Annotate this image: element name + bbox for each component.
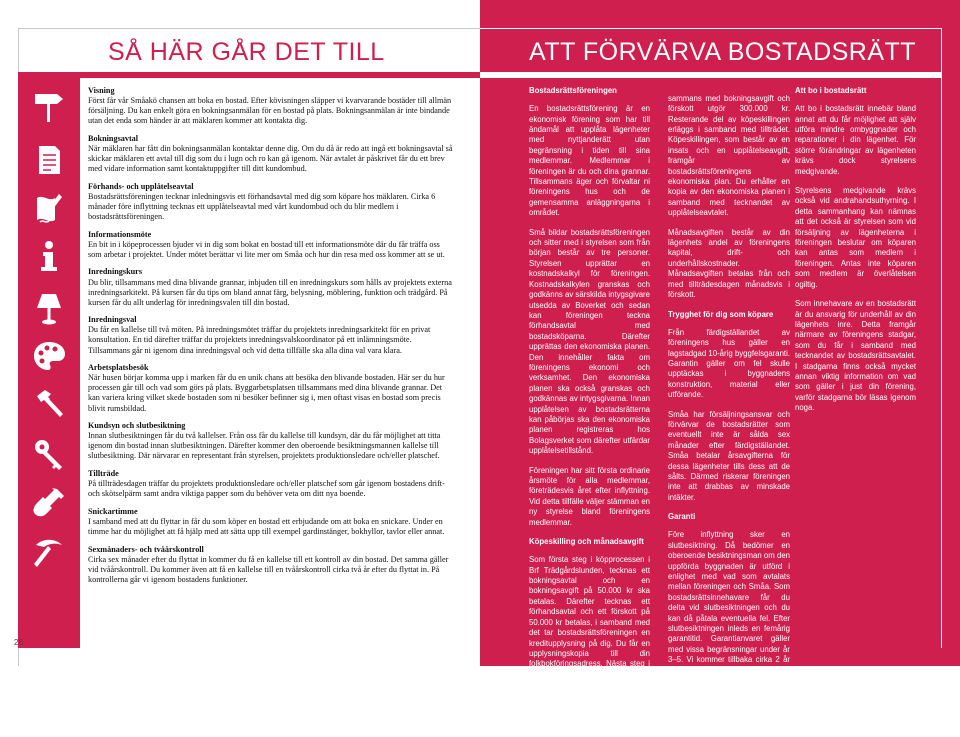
info-icon	[31, 238, 67, 274]
step-section	[88, 86, 454, 126]
col3-text: Som innehavare av en bostadsrätt är du ansvarig för underhåll av din lägenhets inre. Detta framgår närmare av föreningens stadgar, som du får i samband med tecknandet av bostadsrättsavtalet. I stadgarna finns också mycket annan viktig information om vad som gäller i just din förening, varför stadgarna bör läsas igenom noga.	[795, 299, 916, 413]
col1-section	[529, 228, 650, 457]
left-page-title: SÅ HÄR GÅR DET TILL	[108, 38, 385, 66]
shovel-icon	[31, 486, 67, 522]
pickaxe-icon	[31, 536, 67, 572]
col2-text: Månadsavgiften består av din lägenhets andel av föreningens kapital, drift- och underhållskostnader. Månadsavgiften betalas från och med tillträdesdagen månadsvis i förskott.	[668, 227, 790, 300]
col1-text: Föreningen har sitt första ordinarie årsmöte för alla medlemmar, företrädesvis året efter inflyttning. Vid detta tillfälle väljer stämman en ny styrelse bland föreningens medlemmar.	[529, 465, 650, 527]
col3-heading: Att bo i bostadsrätt	[795, 86, 867, 95]
contract-icon	[31, 190, 67, 226]
text-column-3	[795, 86, 916, 423]
left-title-underline	[18, 72, 480, 78]
step-section	[88, 421, 454, 461]
step-section	[88, 182, 454, 222]
col2-heading: Trygghet för dig som köpare	[668, 309, 774, 319]
step-heading: Inredningsval	[88, 315, 137, 325]
col2-text: sammans med bokningsavgift och förskott utgör 300.000 kr. Resterande del av köpeskillingen erläggs i samband med tillträdet. Köpeskillingen, som består av en insats och en upplåtelseavgift, framgår av bostadsrättsföreningens ekonomiska plan. Du erhåller en kopia av den ekonomiska planen i samband med tecknandet av upplåtelseavtalet.	[668, 93, 790, 218]
right-page	[480, 0, 960, 727]
col3-text: Att bo i bostadsrätt innebär bland annat att du får möjlighet att själv utföra mindre ombyggnader och reparationer i din lägenhet. För större förändringar av lägenheten krävs dock styrelsens medgivande.	[795, 104, 916, 176]
left-page	[0, 0, 480, 666]
step-text: Du blir, tillsammans med dina blivande grannar, inbjuden till en inredningskurs som hålls av projektets externa inredningsarkitekt. På kursen får du tips om bland annat färg, belysning, möblering, funktion och trädgård. På kursen får du allt underlag för inredningsvalen till din bostad.	[88, 277, 452, 307]
step-section	[88, 469, 454, 499]
step-text: En bit in i köpeprocessen bjuder vi in dig som bokat en bostad till ett informationsmöte där du får träffa oss som arbetar i projektet. Under mötet berättar vi lite mer om Småa och hur din resa med oss kommer att se ut.	[88, 239, 445, 259]
key-icon	[31, 436, 67, 472]
col3-text: Styrelsens medgivande krävs också vid andrahandsuthyrning. I detta sammanhang kan nämnas att det också är styrelsen som vid försäljning av lägenheterna i föreningen beslutar om köparen kan antas som medlem i föreningen. Antas inte köparen som medlem är överlåtelsen ogiltig.	[795, 186, 916, 289]
lamp-icon	[31, 290, 67, 326]
col2-section	[668, 228, 790, 301]
step-text: I samband med att du flyttar in får du som köper en bostad ett erbjudande om att boka en snickare. Under en timme har du möjlighet att få hjälp med att sätta upp till exempel gardinstänger, bokhyllor, tavlor eller annat.	[88, 516, 445, 536]
col2-section	[668, 310, 790, 401]
step-text: Cirka sex månader efter du flyttat in kommer du få en kallelse till ett kontroll av din bostad. Det samma gäller vid tvåårskontroll. Du kommer även att få en kallelse till en tvåårskontroll cirka två år efter du flyttat in. På kontrollerna går vi igenom bostadens funktioner.	[88, 554, 449, 584]
col1-section	[529, 537, 650, 722]
step-section	[88, 134, 454, 174]
step-text: Bostadsrättsföreningen tecknar inledningsvis ett förhandsavtal med dig som köpare hos mäklaren. Cirka 6 månader före inflyttning tecknas ett upplåtelseavtal med vårt kundombud och du blir medlem i bostadsrättsföreningen.	[88, 191, 436, 222]
step-heading: Kundsyn och slutbesiktning	[88, 421, 186, 431]
col3-section	[795, 186, 916, 290]
step-section	[88, 315, 454, 355]
step-section	[88, 507, 454, 537]
col3-section	[795, 299, 916, 413]
col1-text: En bostadsrättsförening är en ekonomisk förening som har till ändamål att upplåta lägenheter med nyttjanderätt utan begränsning i tiden till sina medlemmar. Medlemmar i föreningen är du och dina grannar. Tillsammans äger och förvaltar ni föreningens hus och de gemensamma anläggningarna i området.	[529, 104, 650, 218]
right-page-title: ATT FÖRVÄRVA BOSTADSRÄTT	[529, 38, 917, 66]
step-section	[88, 545, 454, 585]
text-column-1	[529, 86, 650, 731]
col2-text: Från färdigställandet av föreningens hus gäller en lagstadgad 10-årig byggfelsgaranti. Garantin gäller om fel skulle upptäckas i byggnadens konstruktion, material eller utförande.	[668, 327, 790, 400]
step-text: När husen börjar komma upp i marken får du en unik chans att besöka den blivande bostaden. Här ser du hur processen går till och vad som görs på plats. Byggarbetsplatsen tillsammans med dina blivande grannar. Det kan variera kring vilket skede bostaden som ni besöker befinner sig i, men oftast visas en bostad som precis blivit rumsbildad.	[88, 373, 445, 413]
step-text: Du får en kallelse till två möten. På inredningsmötet träffar du projektets inredningsarkitekt för en privat konsultation. En tid därefter träffar du projektets inredningsvalskoordinator på ett inlämningsmöte. Tillsammans går ni igenom dina inredningsval och vid detta tillfälle ska alla dina val vara klara.	[88, 325, 431, 355]
page-number: 26	[14, 638, 23, 647]
col2-section	[668, 410, 790, 504]
col2-text: Före inflyttning sker en slutbesiktning. Då bedömer en oberoende besiktningsman om den uppförda byggnaden är utförd i enlighet med vad som avtalats mellan föreningen och Småa. Som bostadsrättsinnehavare får du delta vid slutbesiktningen och du kan då påtala eventuella fel. Efter slutbesiktningen inleds en femårig garantitid. Garantianvaret gäller med vissa begränsningar under år 3–5. Vi kommer tillbaka cirka 2 år efter tillträdet och genomför en tvåårskontroll. Det är under denna tid som bland annat lägenhetens funktion och hållbarhet har hunnit prövas. Det är styrelsen som företräder bostadsrättsföreningen.	[668, 530, 790, 727]
col3-section	[795, 86, 916, 177]
step-heading: Bokningsavtal	[88, 133, 139, 143]
col1-heading: Köpeskilling och månadsavgift	[529, 537, 644, 547]
step-text: Först får vår Småakö chansen att boka en bostad. Efter kövisningen släpper vi kvarvarande bostäder till allmän försäljning. Du kan enkelt göra en bokningsanmälan för en bostad på plats. Bokningsanmälan är inte bindande utan det enda som händer är att mäklaren kommer att kontakta dig.	[88, 96, 452, 126]
document-icon	[31, 142, 67, 178]
step-heading: Arbetsplatsbesök	[88, 363, 149, 373]
step-heading: Tillträde	[88, 469, 119, 478]
hammer-icon	[31, 386, 67, 422]
step-heading: Snickartimme	[88, 506, 138, 516]
step-text: På tillträdesdagen träffar du projektets produktionsledare och/eller platschef som går igenom bostadens drift- och skötselpärm samt andra viktiga papper som du behöver veta om ditt nya boende.	[88, 479, 445, 499]
step-heading: Inredningskurs	[88, 267, 143, 277]
right-title-underline	[480, 72, 942, 78]
palette-icon	[31, 338, 67, 374]
step-heading: Visning	[88, 86, 115, 95]
step-text: Innan slutbesiktningen får du två kallelser. Från oss får du kallelse till kundsyn, där du får möjlighet att titta igenom din bostad innan slutbesiktningen. Därefter kommer den oberoende besiktningsmannen kallelse till slutbesiktning. Där närvarar en representant från styrelsen, projektets produktionsledare och/eller platschef.	[88, 431, 441, 461]
col1-text: Som första steg i köpprocessen i Brf Trädgårdslunden, tecknas ett bokningsavtal och en bokningsavgift på 50.000 kr ska betalas. Därefter tecknas ett förhandsavtal och ett förskott på 50.000 kr betalas, i samband med det tar bostadsrättsföreningen en kreditupplysning på dig. Du får en upplysningskopia till din folkbokföringsadress. Nästa steg i processen är undertecknandet av upplåtelseavtalet. Det görs ca 6 mån innan tillträde. Vid denna tidpunkt erläggs en handpenning som till-	[529, 555, 650, 721]
col2-section	[668, 94, 790, 219]
step-heading: Sexmånaders- och tvåårskontroll	[88, 544, 204, 554]
steps-list	[88, 86, 454, 592]
col1-section	[529, 466, 650, 528]
col1-text: Små bildar bostadsrättsföreningen och sitter med i styrelsen som från början består av tre personer. Styrelsen upprättar en kostnadskalkyl för föreningen. Kostnadskalkylen granskas och godkänns av särskilda intygsgivare utsedda av Boverket och sedan kan föreningen teckna förhandsavtal med bostadsköparna. Därefter upprättas den ekonomiska planen. Den innehåller fakta om föreningens ekonomi och verksamhet. Den ekonomiska planen ska också granskas och godkännas av intygsgivarna. Innan upplåtelsen av bostadsrätterna kan påbörjas ska den ekonomiska planen registreras hos Bolagsverket som därefter utfärdar upplåtelsetillstånd.	[529, 227, 650, 456]
col2-text: Småa har försäljningsansvar och förvärvar de bostadsrätter som eventuellt inte är sålda sex månader efter färdigställandet. Småa betalar årsavgifterna för dessa lägenheter tills dess att de sålts. Därmed riskerar föreningen inte att drabbas av minskade intäkter.	[668, 409, 790, 502]
step-heading: Informationsmöte	[88, 229, 152, 239]
col1-heading: Bostadsrättsföreningen	[529, 86, 617, 95]
step-section	[88, 230, 454, 260]
step-section	[88, 267, 454, 307]
text-column-2	[668, 86, 790, 737]
col2-section	[668, 512, 790, 728]
col1-section	[529, 86, 650, 219]
step-text: När mäklaren har fått din bokningsanmälan kontaktar denne dig. Om du då är redo att ingå ett bokningsavtal så skickar mäklaren ett avtal till dig som du i lugn och ro kan gå igenom. När avtalet är påskrivet får du ett brev med vidare information samt kontaktuppgifter till ditt kundombud.	[88, 143, 453, 174]
step-section	[88, 363, 454, 413]
signpost-icon	[31, 88, 67, 124]
col2-heading: Garanti	[668, 512, 696, 522]
step-heading: Förhands- och upplåtelseavtal	[88, 181, 194, 191]
